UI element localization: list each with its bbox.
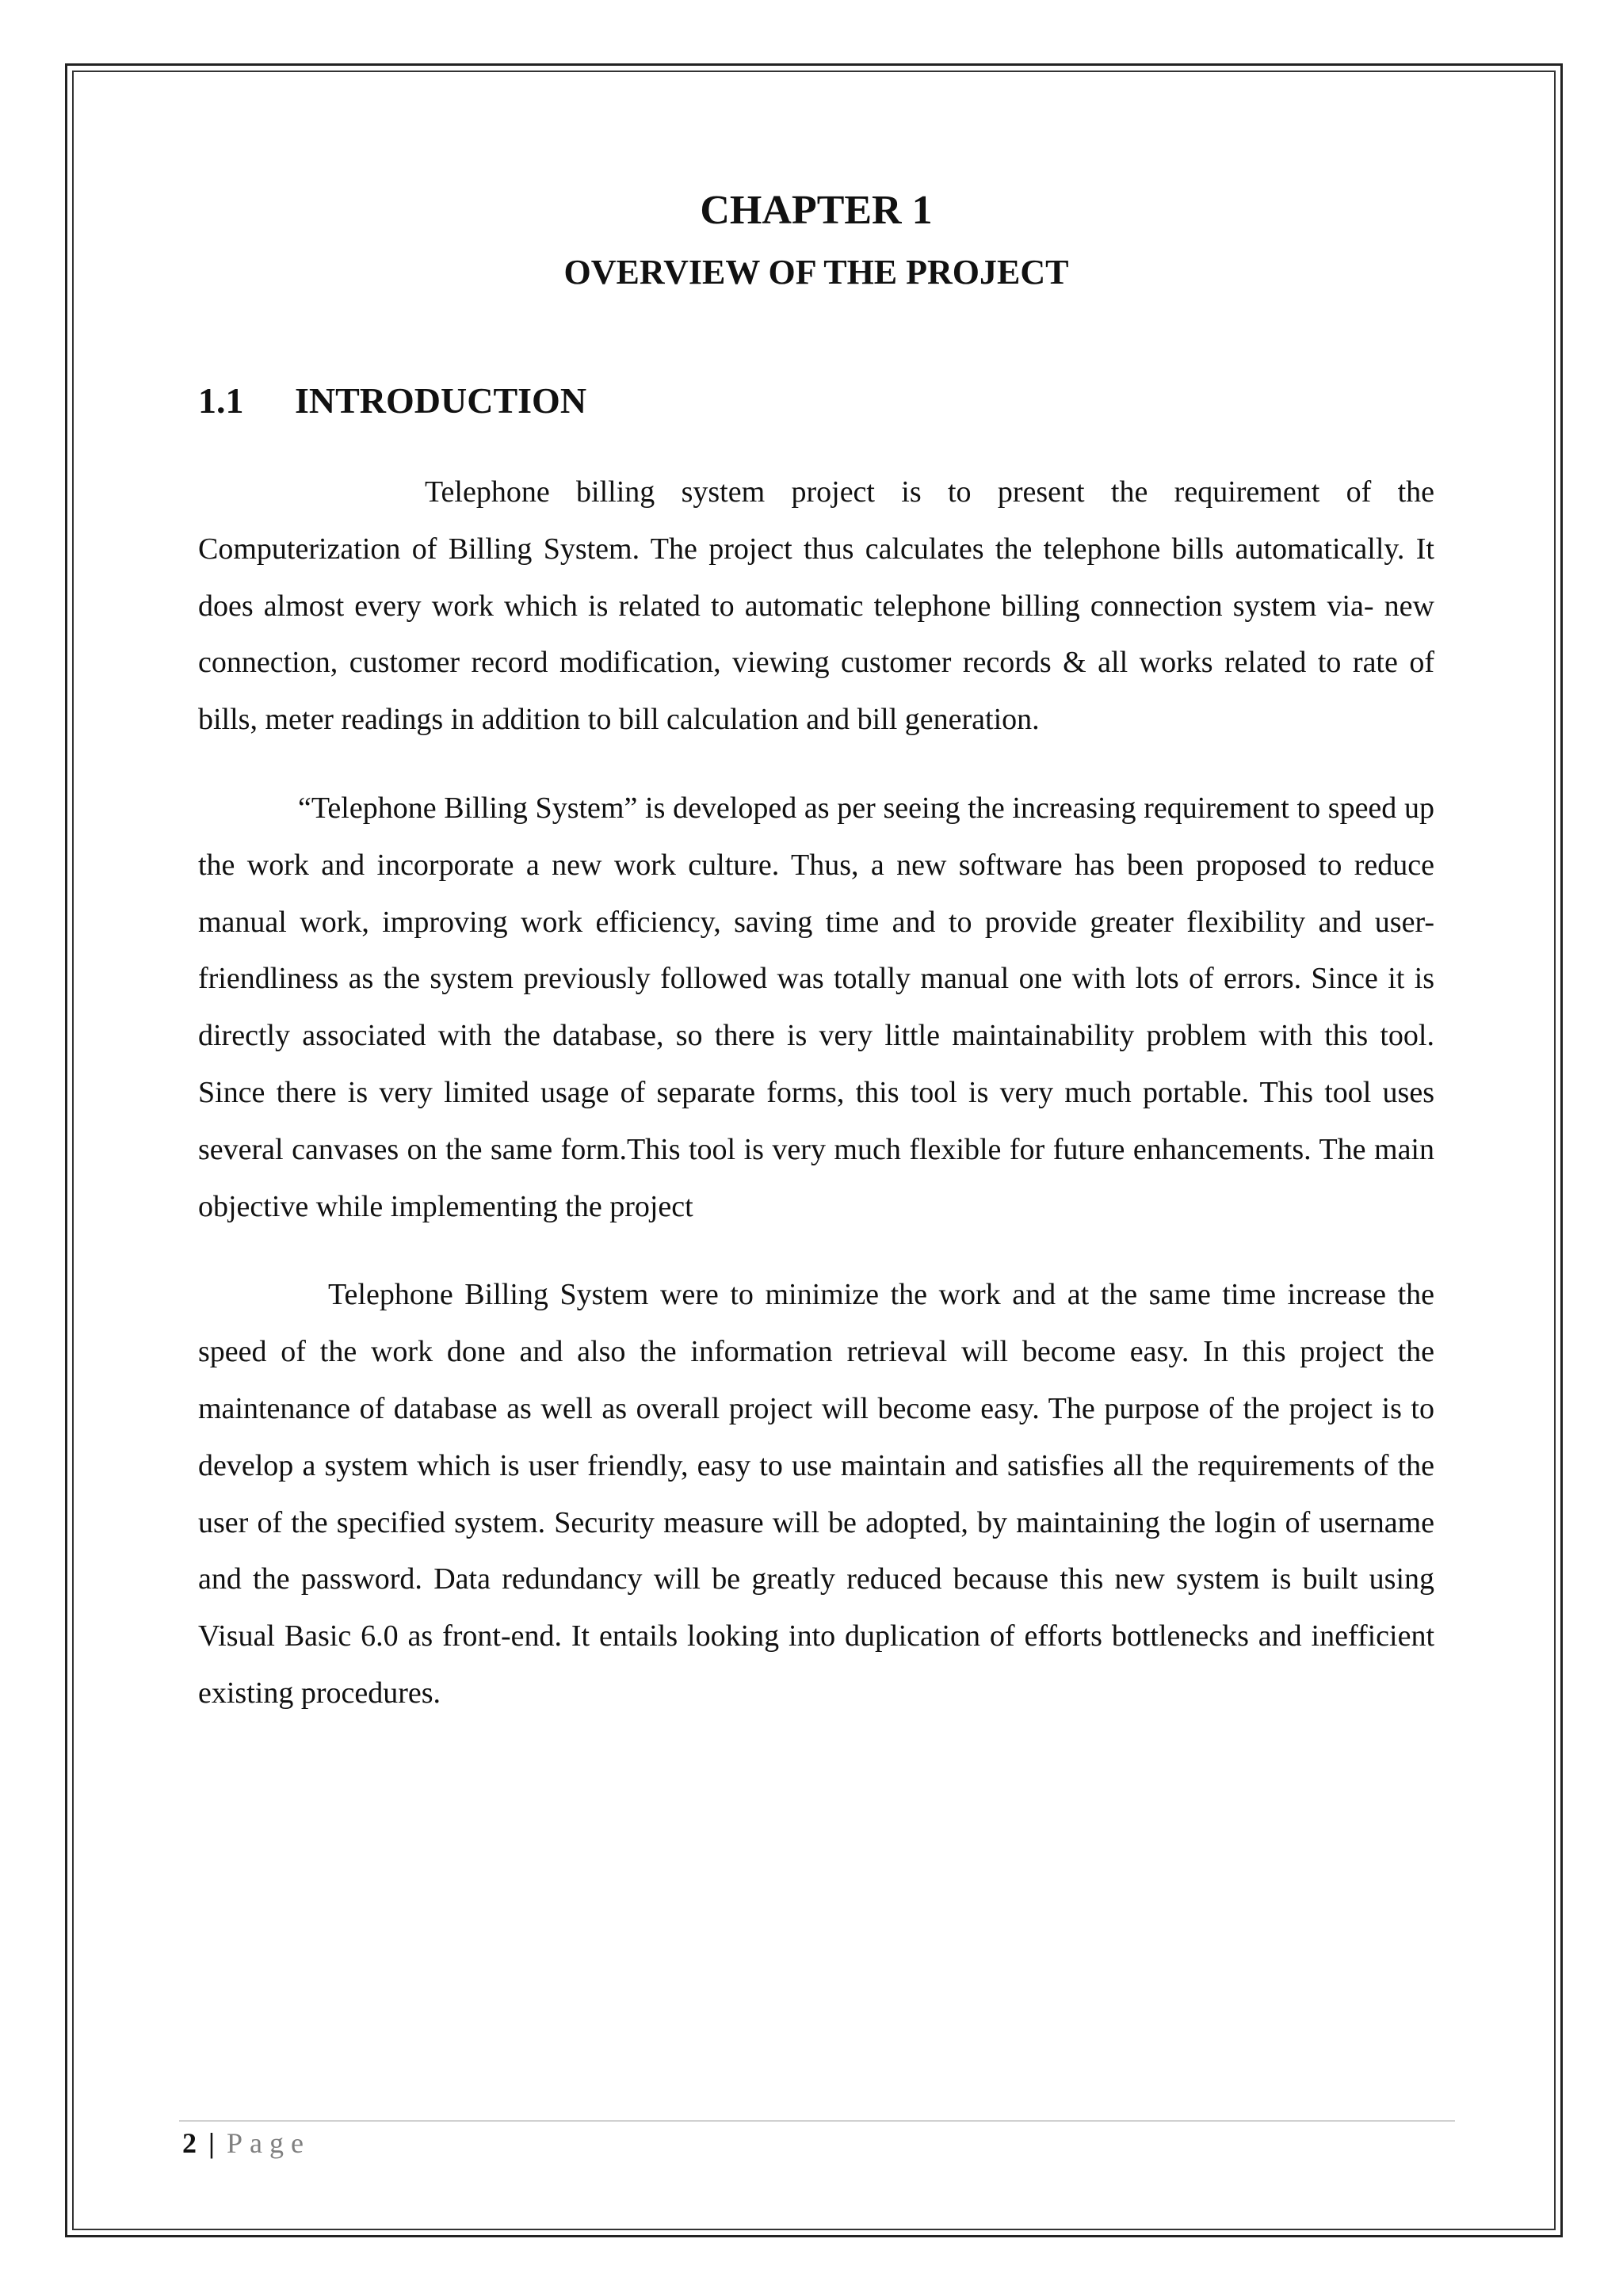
chapter-subtitle: OVERVIEW OF THE PROJECT <box>563 253 1069 292</box>
footer-divider <box>179 2120 1455 2122</box>
page-separator: | <box>208 2127 215 2159</box>
page-number: 2 <box>182 2127 197 2159</box>
chapter-title: CHAPTER 1 <box>700 188 933 233</box>
section-number: 1.1 <box>198 380 244 421</box>
page-content <box>198 184 1434 1722</box>
section-title: INTRODUCTION <box>295 380 587 421</box>
page-label: Page <box>226 2127 311 2159</box>
page-footer <box>182 2123 311 2163</box>
intro-paragraph-3: Telephone Billing System were to minimize the work and at the same time increase the speed of the work done and also the information retrieval will become easy. In this project the maintenance of database as well as overall project will become easy. The purpose of the project is to develop a system which is user friendly, easy to use maintain and satisfies all the requirements of the user of the specified system. Security measure will be adopted, by maintaining the login of username and the password. Data redundancy will be greatly reduced because this new system is built using Visual Basic 6.0 as front-end. It entails looking into duplication of efforts bottlenecks and inefficient existing procedures. <box>198 1278 1434 1710</box>
section-heading <box>198 377 1434 425</box>
intro-paragraph-2: “Telephone Billing System” is developed as per seeing the increasing requirement to speed up the work and incorporate a new work culture. Thus, a new software has been proposed to reduce manual work, improving work efficiency, saving time and to provide greater flexibility and user-friendliness as the system previously followed was totally manual one with lots of errors. Since it is directly associated with the database, so there is very little maintainability problem with this tool. Since there is very limited usage of separate forms, this tool is very much portable. This tool uses several canvases on the same form.This tool is very much flexible for future enhancements. The main objective while implementing the project <box>198 791 1434 1223</box>
intro-paragraph-1: Telephone billing system project is to present the requirement of the Computerization of Billing System. The project thus calculates the telephone bills automatically. It does almost every work which is related to automatic telephone billing connection system via- new connection, customer record modification, viewing customer records & all works related to rate of bills, meter readings in addition to bill calculation and bill generation. <box>198 475 1434 737</box>
